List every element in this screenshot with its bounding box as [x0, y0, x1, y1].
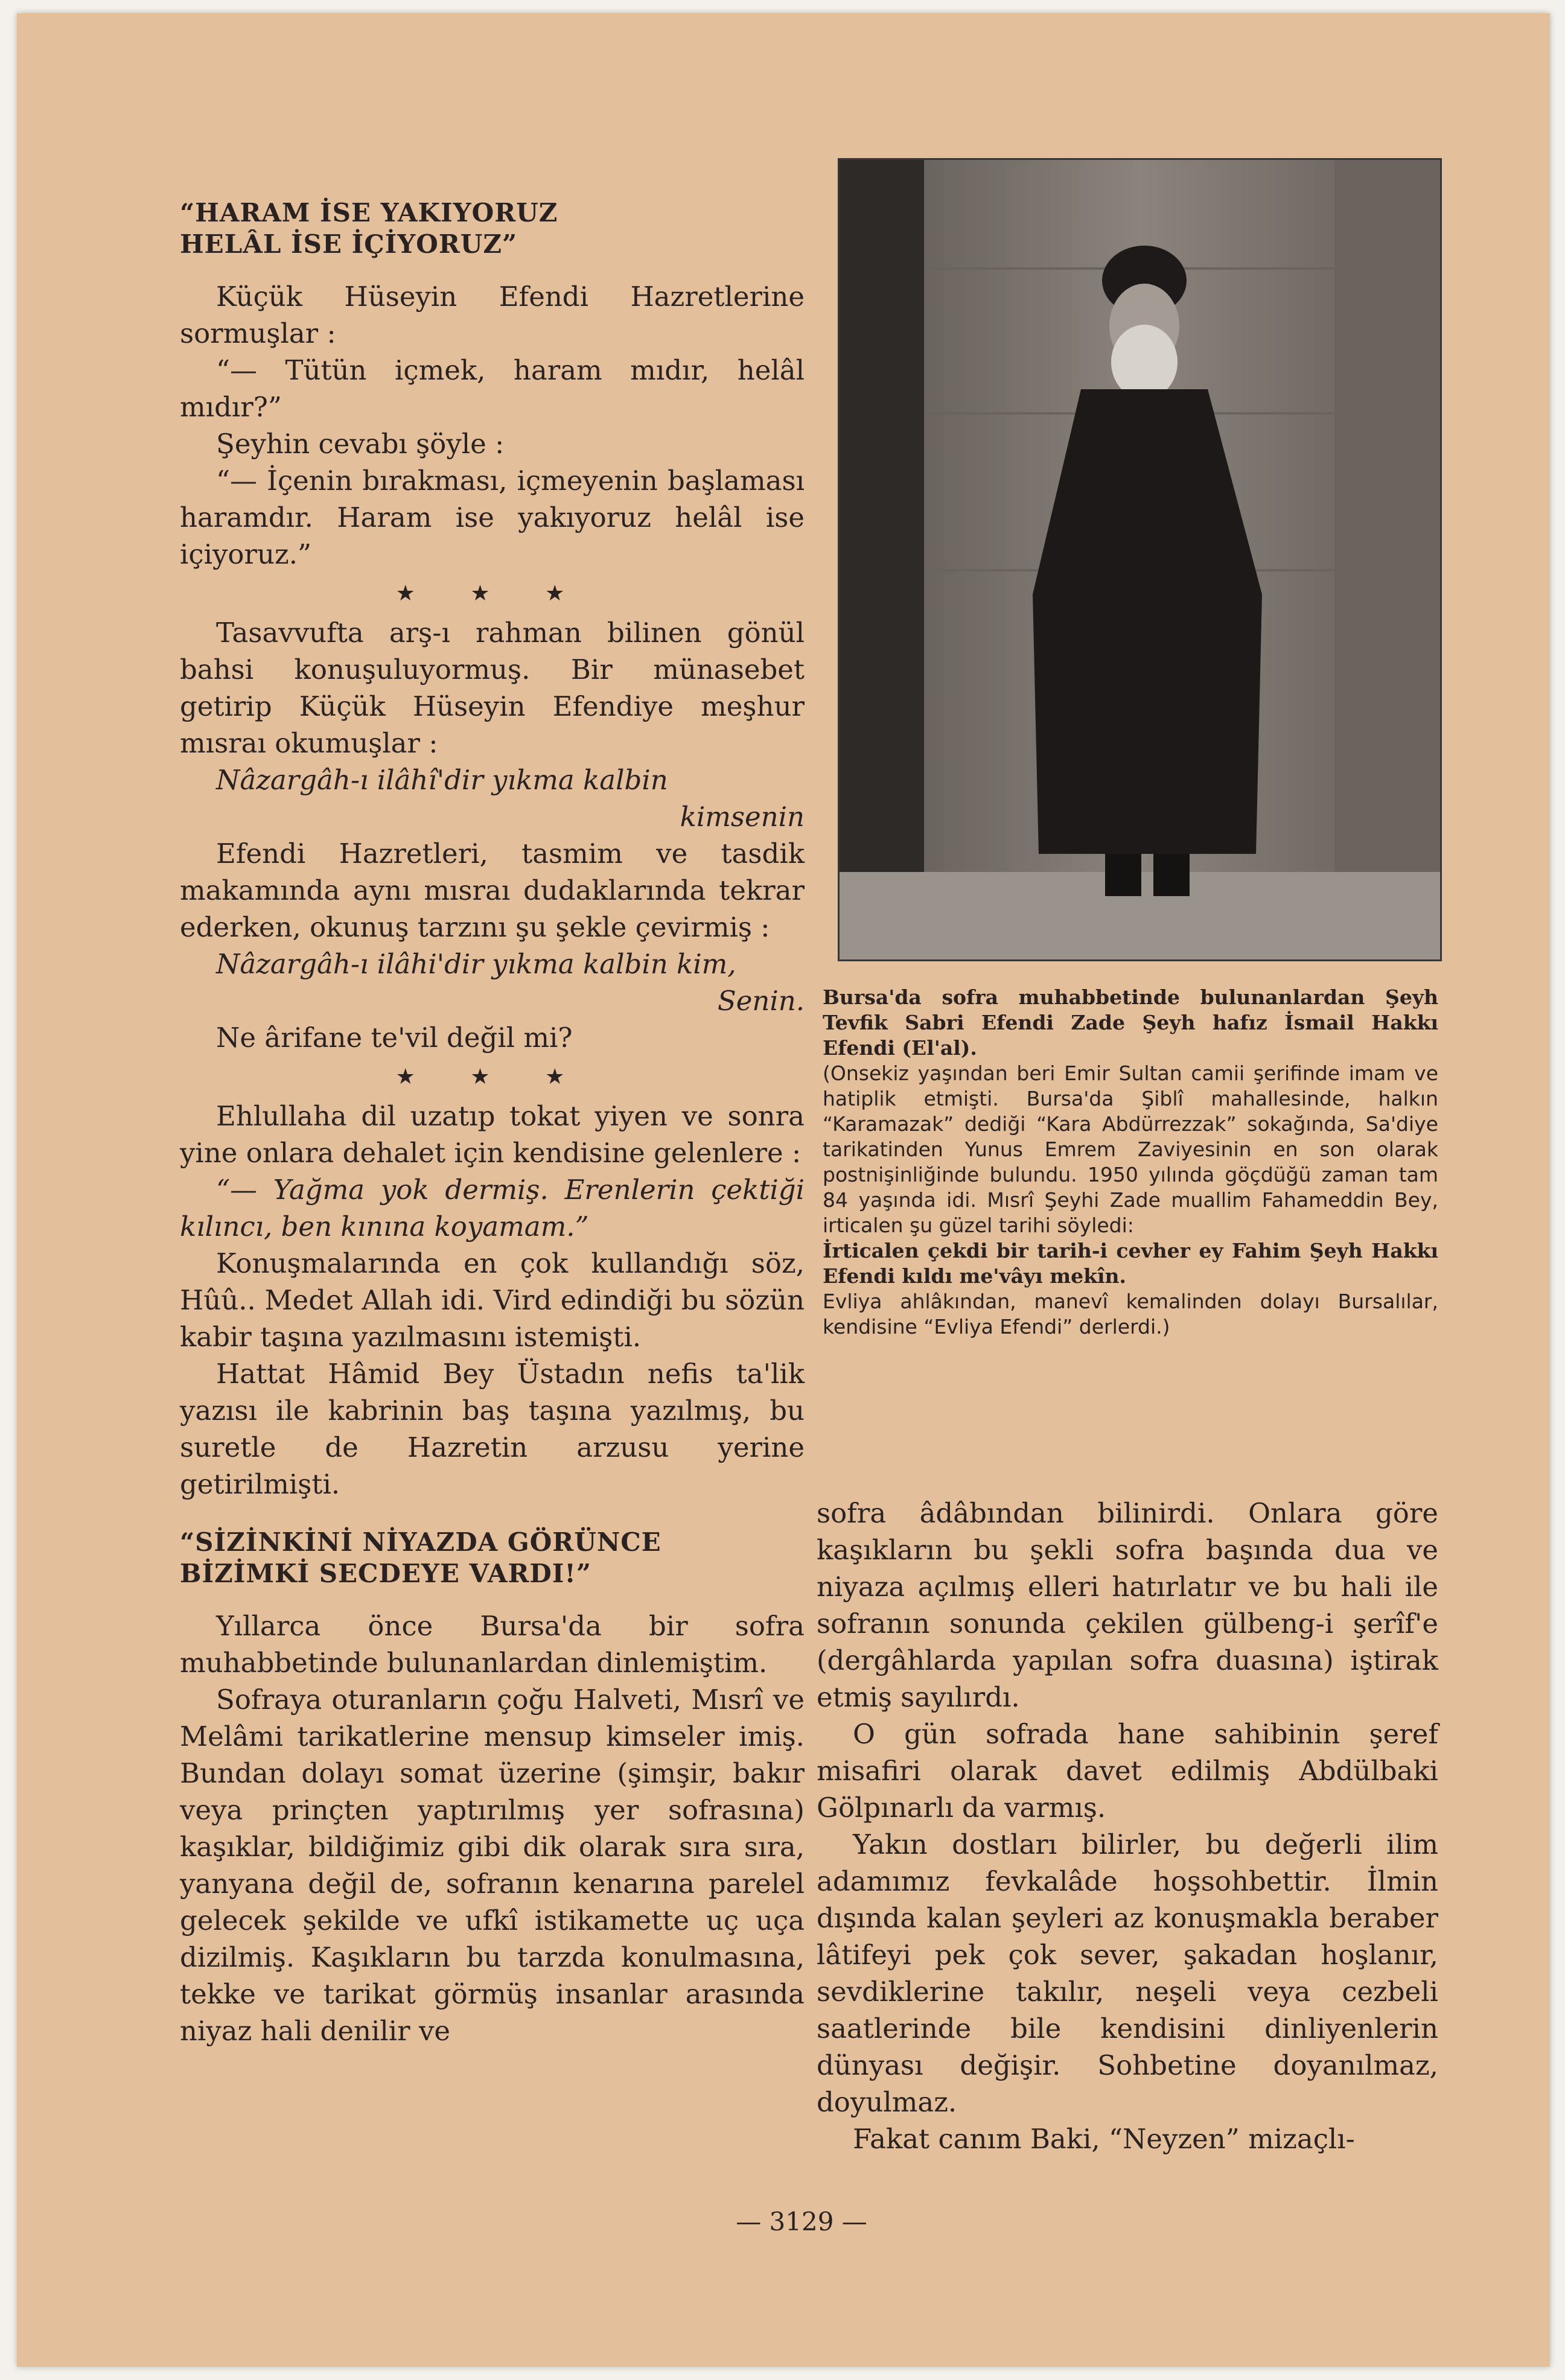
page-number: — 3129 —: [736, 2207, 867, 2236]
paragraph: Ne ârifane te'vil değil mi?: [216, 1022, 573, 1054]
verse-line: Nâzargâh-ı ilâhî'dir yıkma kalbin: [216, 764, 668, 796]
verse-line: kimsenin: [680, 801, 805, 833]
newspaper-page: [17, 13, 1550, 2367]
portrait-photo: [838, 158, 1442, 961]
paragraph: sofra âdâbından bilinirdi. Onlara göre kaşıkların bu şekli sofra başında dua ve niyaza açılmış elleri hatırlatır ve bu hali ile sofranın sonunda çekilen gülbeng-i şerîf'e (dergâhlarda yapılan sofra duasına) iştirak etmiş sayılırdı.: [817, 1497, 1438, 1713]
paragraph: Küçük Hüseyin Efendi Hazretlerine sormuşlar :: [180, 281, 805, 349]
paragraph: “— Yağma yok dermiş. Erenlerin çektiği kılıncı, ben kınına koyamam.”: [180, 1174, 805, 1242]
caption-verse: İrticalen çekdi bir tarih-i cevher ey Fahim Şeyh Hakkı Efendi kıldı me'vâyı mekîn.: [823, 1239, 1438, 1288]
caption-title: Bursa'da sofra muhabbetinde bulunanlardan Şeyh Tevfik Sabri Efendi Zade Şeyh hafız İsmail Hakkı Efendi (El'al).: [823, 985, 1438, 1060]
left-column: [180, 197, 805, 2049]
star-separator: ★ ★ ★: [395, 1064, 589, 1089]
caption-end: Evliya ahlâkından, manevî kemalinden dolayı Bursalılar, kendisine “Evliya Efendi” derlerdi.): [823, 1290, 1438, 1338]
paragraph: Sofraya oturanların çoğu Halveti, Mısrî ve Melâmi tarikatlerine mensup kimseler imiş. Bundan dolayı somat üzerine (şimşir, bakır veya prinçten yaptırılmış yer sofrasına) kaşıklar, bildiğimiz gibi dik olarak sıra sıra, yanyana değil de, sofranın kenarına parelel gelecek şekilde ve ufkî istikamette uç uça dizilmiş. Kaşıkların bu tarzda konulmasına, tekke ve tarikat görmüş insanlar arasında niyaz hali denilir ve: [180, 1684, 805, 2047]
paragraph: Tasavvufta arş-ı rahman bilinen gönül bahsi konuşuluyormuş. Bir münasebet getirip Küçük Hüseyin Efendiye meşhur mısraı okumuşlar :: [180, 617, 805, 759]
paragraph: Şeyhin cevabı şöyle :: [216, 428, 505, 460]
paragraph: Yakın dostları bilirler, bu değerli ilim adamımız fevkalâde hoşsohbettir. İlmin dışında kalan şeyleri az konuşmakla beraber lâtifeyi pek çok sever, şakadan hoşlanır, sevdiklerine takılır, neşeli veya cezbeli saatlerinde bile kendisini dinliyenlerin dünyası değişir. Sohbetine doyanılmaz, doyulmaz.: [817, 1828, 1438, 2118]
paragraph: Efendi Hazretleri, tasmim ve tasdik makamında aynı mısraı dudaklarında tekrar ederken, okunuş tarzını şu şekle çevirmiş :: [180, 838, 805, 943]
section-heading-1: “HARAM İSE YAKIYORUZ HELÂL İSE İÇİYORUZ”: [180, 198, 558, 259]
caption-body: (Onsekiz yaşından beri Emir Sultan camii şerifinde imam ve hatiplik etmişti. Bursa'da Şiblî mahallesinde, halkın “Karamazak” dediği “Kara Abdürrezzak” sokağında, Sa'diye tarikatinden Yunus Emrem Zaviyesinin en son olarak postnişinliğinde bulundu. 1950 yılında göçdüğü zaman tam 84 yaşında idi. Mısrî Şeyhi Zade muallim Fahameddin Bey, irticalen şu güzel tarihi söyledi:: [823, 1061, 1438, 1237]
paragraph: “— Tütün içmek, haram mıdır, helâl mıdır?”: [180, 354, 805, 423]
section-heading-2: “SİZİNKİNİ NİYAZDA GÖRÜNCE BİZİMKİ SECDEYE VARDI!”: [180, 1527, 661, 1588]
paragraph: Ehlullaha dil uzatıp tokat yiyen ve sonra yine onlara dehalet için kendisine gelenlere :: [180, 1100, 805, 1169]
paragraph: Fakat canım Baki, “Neyzen” mizaçlı-: [853, 2123, 1355, 2155]
portrait-photo-image: [840, 160, 1440, 959]
paragraph: Konuşmalarında en çok kullandığı söz, Hûû.. Medet Allah idi. Vird edindiği bu sözün kabir taşına yazılmasını istemişti.: [180, 1247, 805, 1353]
right-column: [817, 1495, 1438, 2157]
verse-line: Nâzargâh-ı ilâhi'dir yıkma kalbin kim,: [216, 948, 736, 980]
star-separator: ★ ★ ★: [395, 581, 589, 606]
verse-line: Senin.: [717, 985, 805, 1017]
paragraph: “— İçenin bırakması, içmeyenin başlaması haramdır. Haram ise yakıyoruz helâl ise içiyoruz.”: [180, 465, 805, 570]
paragraph: Yıllarca önce Bursa'da bir sofra muhabbetinde bulunanlardan dinlemiştim.: [180, 1610, 805, 1679]
photo-caption: [823, 985, 1438, 1340]
paragraph: Hattat Hâmid Bey Üstadın nefis ta'lik yazısı ile kabrinin baş taşına yazılmış, bu suretle de Hazretin arzusu yerine getirilmişti.: [180, 1358, 805, 1500]
paragraph: O gün sofrada hane sahibinin şeref misafiri olarak davet edilmiş Abdülbaki Gölpınarlı da varmış.: [817, 1718, 1438, 1824]
